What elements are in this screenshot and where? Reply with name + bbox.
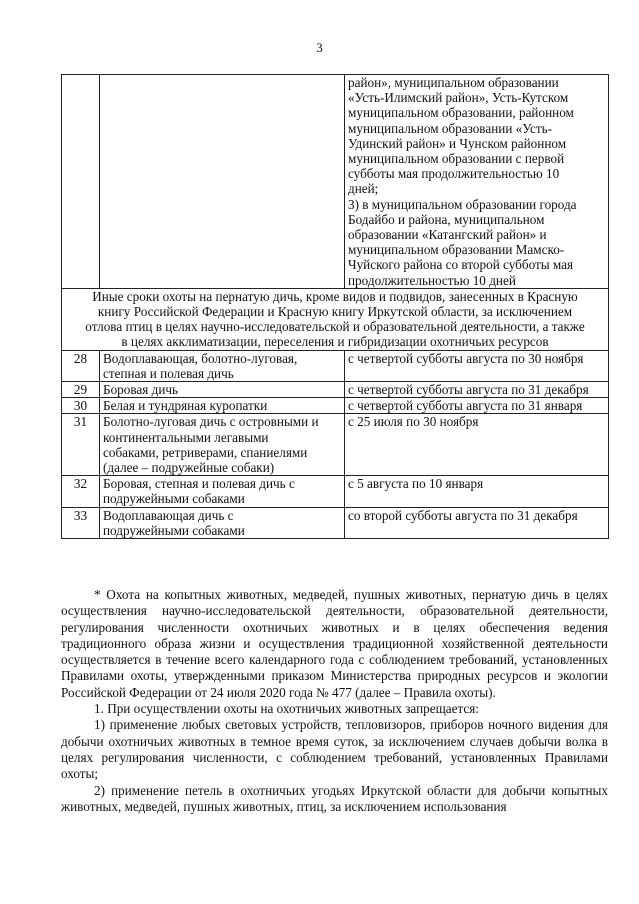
continuation-line: Удинский район» и Чунском районном <box>348 135 567 151</box>
game-type-cell <box>100 507 345 538</box>
game-type-line: Боровая дичь <box>103 382 179 398</box>
continuation-line: муниципальном образовании, районном <box>348 105 574 121</box>
paragraph: 1) применение любых световых устройств, тепловизоров, приборов ночного видения для добычи охотничьих животных в темное время суток, за исключением случаев добычи волка в целях регулирования численности, с соблюдением требований, установленных Правилами охоты; <box>61 717 608 782</box>
table-row <box>62 350 609 381</box>
continuation-cell <box>345 75 609 289</box>
section-header-cell <box>62 288 609 350</box>
table-row-continuation <box>62 75 609 289</box>
table-cell-empty <box>62 75 100 289</box>
game-type-line: подружейными собаками <box>103 522 245 538</box>
table-row <box>62 414 609 476</box>
game-type-line: Водоплавающая дичь с <box>103 507 234 523</box>
row-number: 31 <box>62 414 100 476</box>
continuation-line: продолжительностью 10 дней <box>348 272 516 288</box>
page-number: 3 <box>316 40 323 55</box>
game-type-line: (далее – подружейные собаки) <box>103 460 275 476</box>
table-body <box>62 350 609 538</box>
row-number: 33 <box>62 507 100 538</box>
section-header-line: Иные сроки охоты на пернатую дичь, кроме видов и подвидов, занесенных в Красную <box>92 288 578 304</box>
paragraph: 1. При осуществлении охоты на охотничьих животных запрещается: <box>94 701 479 717</box>
game-type-line: степная и полевая дичь <box>103 365 234 381</box>
continuation-line: дней; <box>348 181 379 197</box>
paragraph: * Охота на копытных животных, медведей, пушных животных, пернатую дичь в целях осуществления научно-исследовательской деятельности, образовательной деятельности, регулирования численности охотничьих животных и в целях обеспечения ведения традиционного образа жизни и осуществления традиционной хозяйственной деятельности осуществляется в течение всего календарного года с соблюдением требований, установленных Правилами охоты, утвержденными приказом Министерства природных ресурсов и экологии Российской Федерации от 24 июля 2020 года № 477 (далее – Правила охоты). <box>61 587 608 700</box>
continuation-line: район», муниципальном образовании <box>348 75 559 90</box>
table-row-section-header <box>62 288 609 350</box>
table-row <box>62 507 609 538</box>
row-number: 28 <box>62 350 100 381</box>
paragraph: 2) применение петель в охотничьих угодьях Иркутской области для добычи копытных животных, медведей, пушных животных, птиц, за исключением использования <box>61 782 608 814</box>
table-row <box>62 398 609 414</box>
hunting-period-cell: с четвертой субботы августа по 31 января <box>345 398 609 414</box>
table-cell-empty <box>100 75 345 289</box>
continuation-line: Бодайбо и района, муниципальном <box>348 211 545 227</box>
hunting-period-cell: с 25 июля по 30 ноября <box>345 414 609 476</box>
continuation-line: образовании «Катангский район» и <box>348 227 547 243</box>
hunting-period-cell: с четвертой субботы августа по 31 декабря <box>345 382 609 398</box>
game-type-line: Болотно-луговая дичь с островными и <box>103 414 319 430</box>
hunting-periods-table <box>61 74 609 539</box>
continuation-line: Чуйского района со второй субботы мая <box>348 257 574 273</box>
row-number: 29 <box>62 382 100 398</box>
game-type-line: Белая и тундряная куропатки <box>103 398 268 414</box>
continuation-line: муниципальном образовании «Усть- <box>348 120 553 136</box>
table-row <box>62 382 609 398</box>
row-number: 30 <box>62 398 100 414</box>
game-type-cell <box>100 398 345 414</box>
continuation-line: муниципальном образовании Мамско- <box>348 242 565 258</box>
hunting-period-cell: со второй субботы августа по 31 декабря <box>345 507 609 538</box>
game-type-cell <box>100 476 345 507</box>
game-type-line: Водоплавающая, болотно-луговая, <box>103 350 298 366</box>
continuation-line: субботы мая продолжительностью 10 <box>348 166 560 182</box>
game-type-line: Боровая, степная и полевая дичь с <box>103 476 295 492</box>
continuation-line: «Усть-Илимский район», Усть-Кутском <box>348 90 569 106</box>
game-type-line: собаками, ретриверами, спаниелями <box>103 444 308 460</box>
game-type-line: подружейными собаками <box>103 491 245 507</box>
game-type-cell <box>100 382 345 398</box>
section-header-line: отлова птиц в целях научно-исследовательской и образовательной деятельности, а также <box>85 319 585 335</box>
game-type-cell <box>100 350 345 381</box>
game-type-cell <box>100 414 345 476</box>
body-text <box>61 587 608 815</box>
hunting-period-cell: с четвертой субботы августа по 30 ноября <box>345 350 609 381</box>
continuation-line: муниципальном образовании с первой <box>348 151 565 167</box>
continuation-line: 3) в муниципальном образовании города <box>348 196 577 212</box>
row-number: 32 <box>62 476 100 507</box>
hunting-period-cell: с 5 августа по 10 января <box>345 476 609 507</box>
table-row <box>62 476 609 507</box>
game-type-line: континентальными легавыми <box>103 429 269 445</box>
section-header-line: в целях акклиматизации, переселения и гибридизации охотничьих ресурсов <box>121 334 549 350</box>
section-header-line: книгу Российской Федерации и Красную книгу Иркутской области, за исключением <box>97 304 573 320</box>
